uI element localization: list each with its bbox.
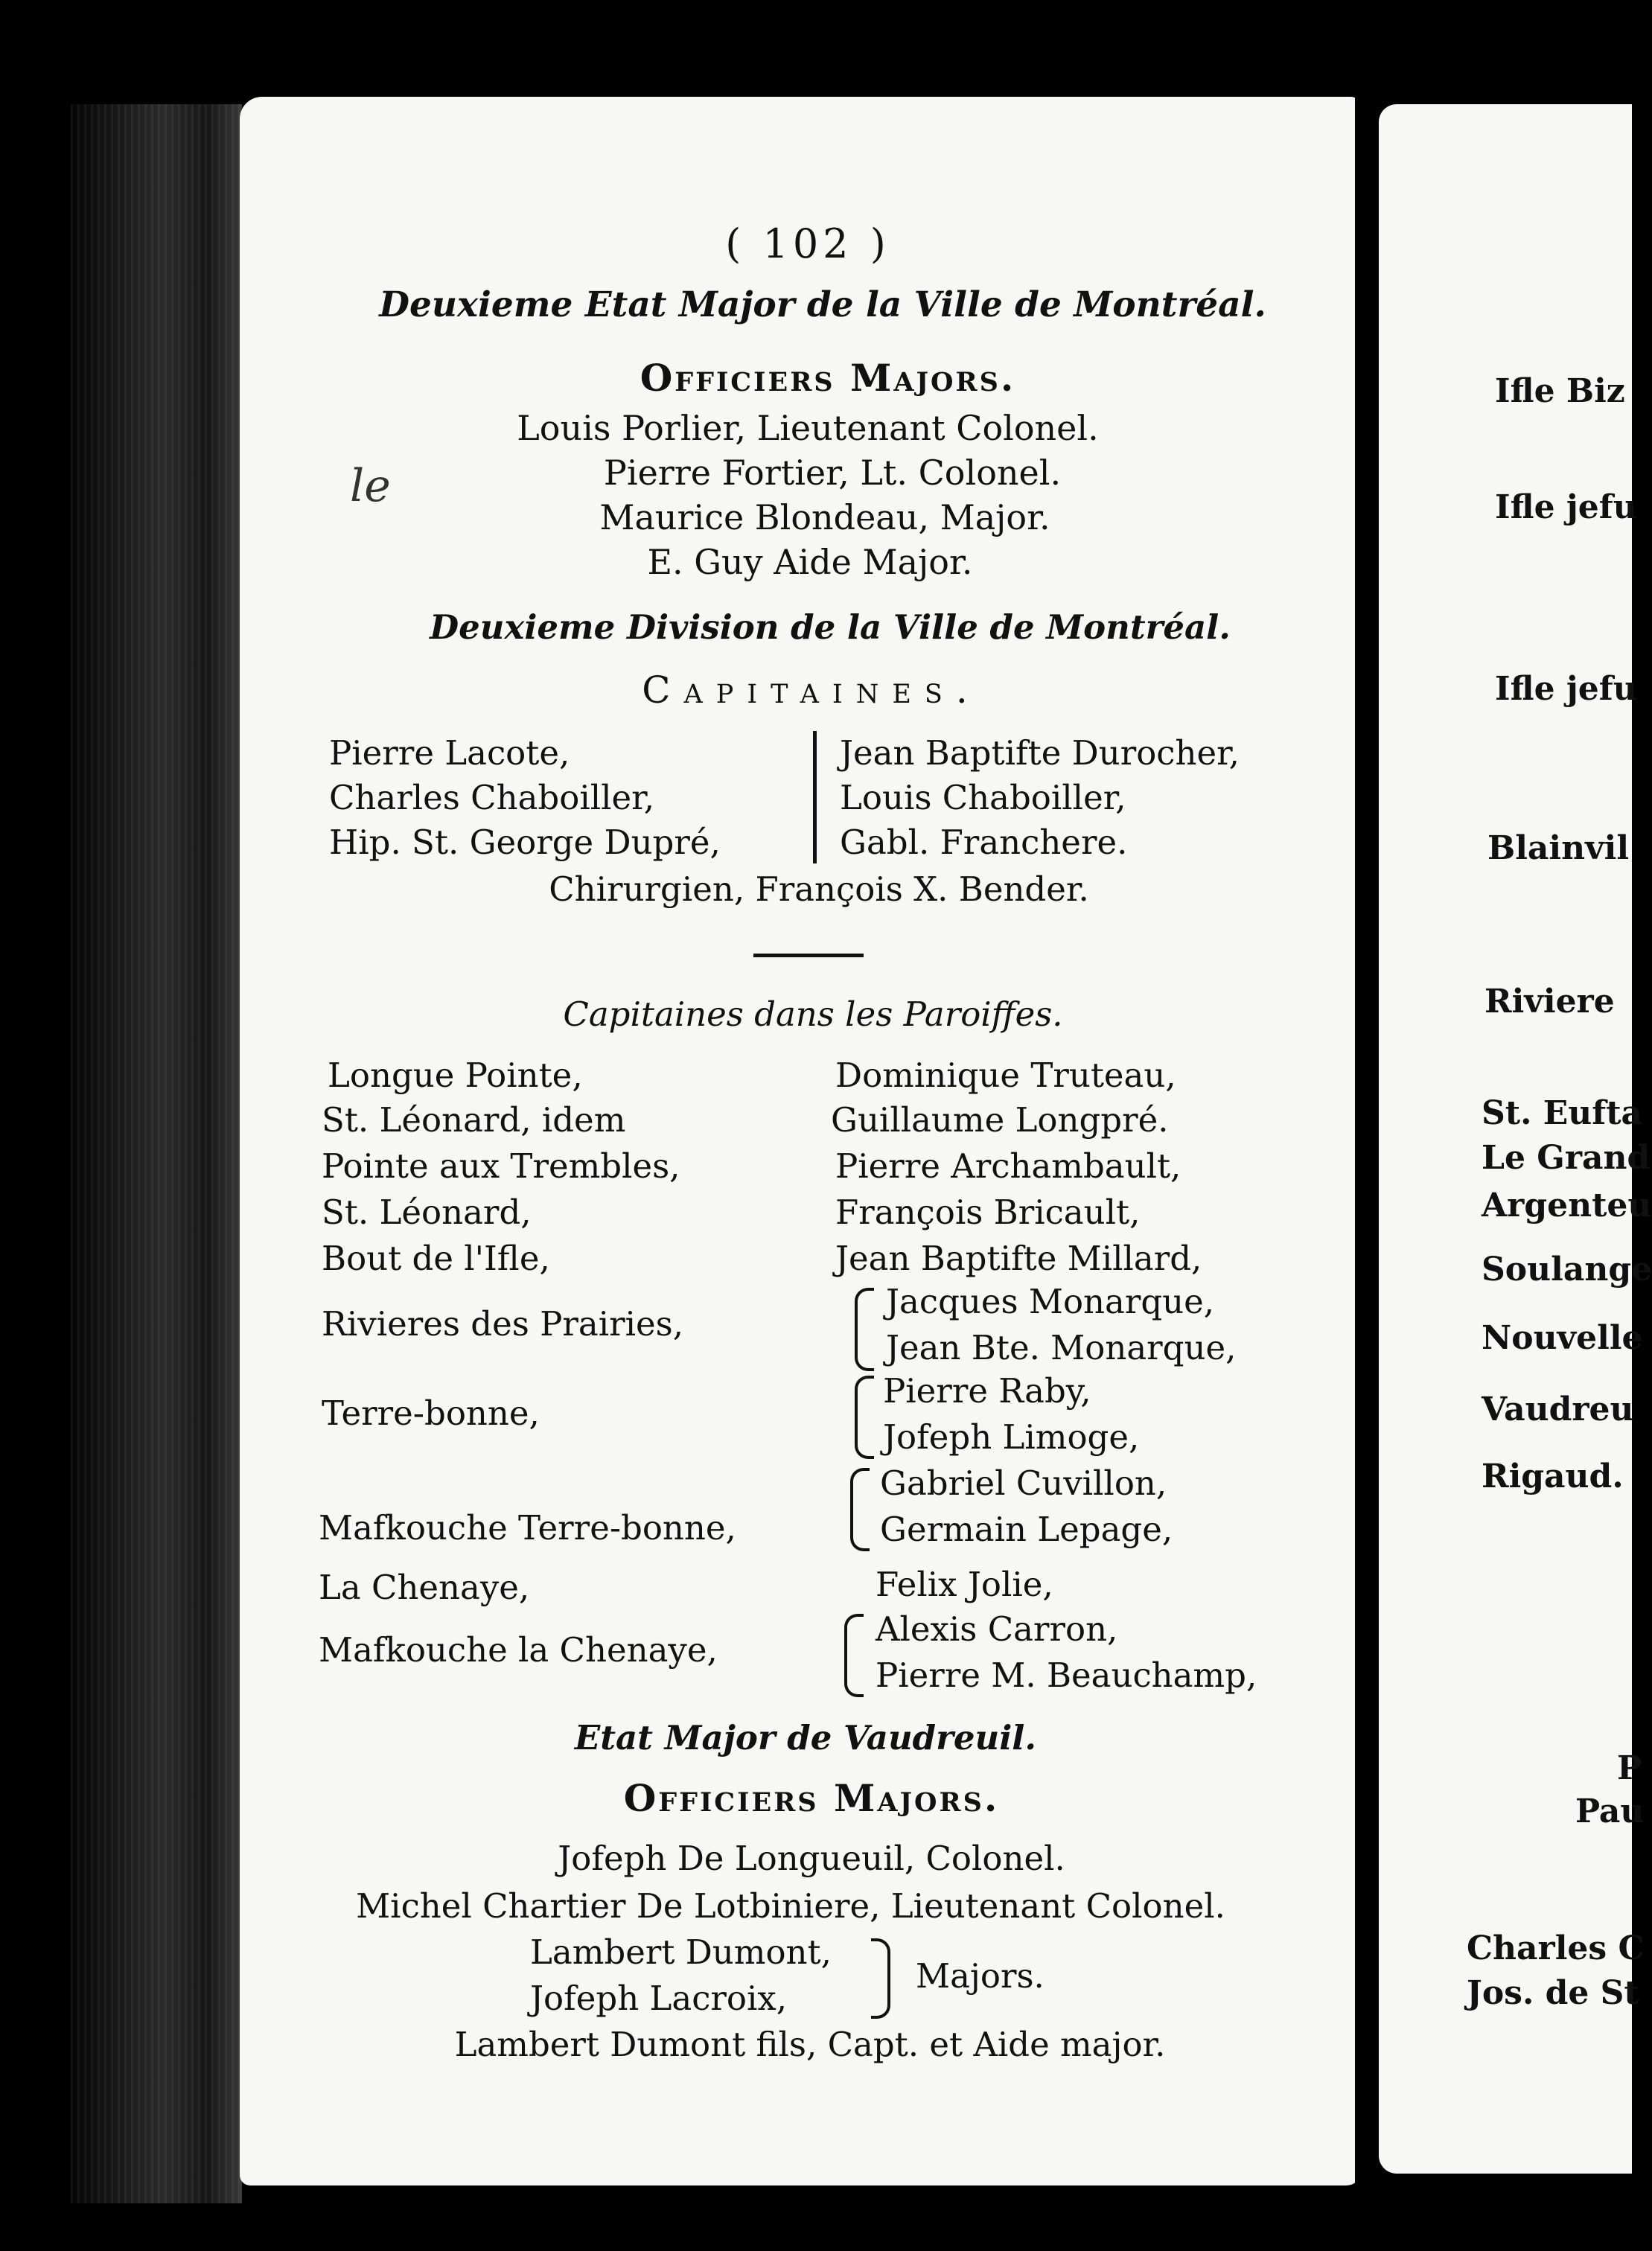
brace xyxy=(844,1614,864,1697)
captain-right: Louis Chaboiller, xyxy=(840,778,1126,817)
right-page-line: Pau xyxy=(1575,1792,1645,1830)
book-spine xyxy=(71,104,242,2203)
parish-name: St. Léonard, xyxy=(322,1192,532,1232)
staff-line: Michel Chartier De Lotbiniere, Lieutenant Colonel. xyxy=(356,1886,1225,1926)
parish-name: Terre-bonne, xyxy=(322,1393,540,1433)
parish-name: St. Léonard, idem xyxy=(322,1100,626,1140)
officer-line: Maurice Blondeau, Major. xyxy=(599,497,1050,537)
parish-captain: Guillaume Longpré. xyxy=(831,1100,1169,1140)
right-page-line: Nouvelle xyxy=(1482,1319,1643,1357)
right-page-line: Charles C xyxy=(1467,1929,1645,1967)
captain-right: Gabl. Franchere. xyxy=(840,823,1128,862)
margin-annotation: le xyxy=(350,460,391,512)
majors-label: Majors. xyxy=(916,1956,1045,1996)
parish-name: Rivieres des Prairies, xyxy=(322,1304,684,1344)
brace xyxy=(871,1938,890,2019)
parish-name: Mafkouche la Chenaye, xyxy=(319,1630,718,1670)
parish-captain: Felix Jolie, xyxy=(876,1565,1053,1604)
officer-line: Pierre Fortier, Lt. Colonel. xyxy=(603,453,1062,493)
parish-name: La Chenaye, xyxy=(319,1568,530,1607)
surgeon-line: Chirurgien, François X. Bender. xyxy=(549,869,1089,909)
section4-title: Etat Major de Vaudreuil. xyxy=(574,1718,1037,1757)
parish-name: Pointe aux Trembles, xyxy=(322,1146,680,1186)
right-page-line: St. Eufta xyxy=(1482,1094,1643,1132)
right-page-line: P xyxy=(1617,1749,1642,1787)
right-page-line: Ifle jefu xyxy=(1495,670,1637,708)
parish-captain: Alexis Carron, xyxy=(876,1609,1118,1649)
brace xyxy=(855,1288,874,1371)
brace xyxy=(855,1376,874,1459)
right-page-line: Le Grand xyxy=(1482,1139,1651,1177)
parish-captain: Jean Bte. Monarque, xyxy=(886,1328,1237,1367)
parish-captain: Pierre M. Beauchamp, xyxy=(876,1655,1257,1695)
staff-line: Jofeph De Longueuil, Colonel. xyxy=(558,1839,1065,1878)
parish-captain: François Bricault, xyxy=(835,1192,1141,1232)
right-page-line: Blainvil xyxy=(1487,829,1630,867)
section2-title: Deuxieme Division de la Ville de Montréal. xyxy=(430,607,1231,647)
captain-left: Hip. St. George Dupré, xyxy=(329,823,721,862)
parish-captain: Jofeph Limoge, xyxy=(883,1417,1140,1457)
section3-title: Capitaines dans les Paroiffes. xyxy=(563,994,1063,1034)
parish-name: Bout de l'Ifle, xyxy=(322,1239,550,1278)
parish-captain: Jacques Monarque, xyxy=(886,1282,1215,1321)
right-page-line: Jos. de St xyxy=(1467,1974,1639,2012)
parish-captain: Gabriel Cuvillon, xyxy=(880,1463,1167,1503)
right-page-line: Soulange xyxy=(1482,1251,1652,1289)
right-page-line: Argenteu xyxy=(1482,1187,1652,1225)
page-number: ( 102 ) xyxy=(725,220,890,267)
major-name: Jofeph Lacroix, xyxy=(530,1979,788,2018)
column-divider xyxy=(813,731,817,863)
right-page-line: Riviere xyxy=(1484,983,1615,1021)
parish-captain: Pierre Archambault, xyxy=(835,1146,1181,1186)
parish-name: Longue Pointe, xyxy=(328,1056,583,1095)
officer-line: E. Guy Aide Major. xyxy=(647,542,973,582)
section4-officers-heading: Officiers Majors. xyxy=(623,1776,1000,1820)
officer-line: Louis Porlier, Lieutenant Colonel. xyxy=(517,408,1099,448)
brace xyxy=(850,1468,870,1551)
right-page-line: Rigaud. xyxy=(1482,1457,1624,1495)
captain-left: Charles Chaboiller, xyxy=(329,778,654,817)
right-page-line: Vaudreu xyxy=(1482,1390,1634,1428)
right-page-line: Ifle jefu xyxy=(1495,488,1637,526)
parish-captain: Pierre Raby, xyxy=(883,1371,1091,1411)
parish-captain: Germain Lepage, xyxy=(880,1510,1173,1549)
page-gutter xyxy=(1355,97,1379,2185)
aide-line: Lambert Dumont fils, Capt. et Aide major. xyxy=(454,2025,1166,2064)
section1-officers-heading: Officiers Majors. xyxy=(640,356,1016,400)
captain-left: Pierre Lacote, xyxy=(329,733,570,773)
captain-right: Jean Baptifte Durocher, xyxy=(840,733,1240,773)
parish-captain: Jean Baptifte Millard, xyxy=(835,1239,1202,1278)
parish-name: Mafkouche Terre-bonne, xyxy=(319,1508,736,1548)
section1-title: Deuxieme Etat Major de la Ville de Montréal. xyxy=(379,284,1266,325)
major-name: Lambert Dumont, xyxy=(530,1932,832,1972)
section-divider xyxy=(753,954,864,957)
right-page-line: Ifle Biz xyxy=(1495,372,1625,410)
section2-captains-heading: Capitaines. xyxy=(642,668,981,712)
parish-captain: Dominique Truteau, xyxy=(835,1056,1176,1095)
